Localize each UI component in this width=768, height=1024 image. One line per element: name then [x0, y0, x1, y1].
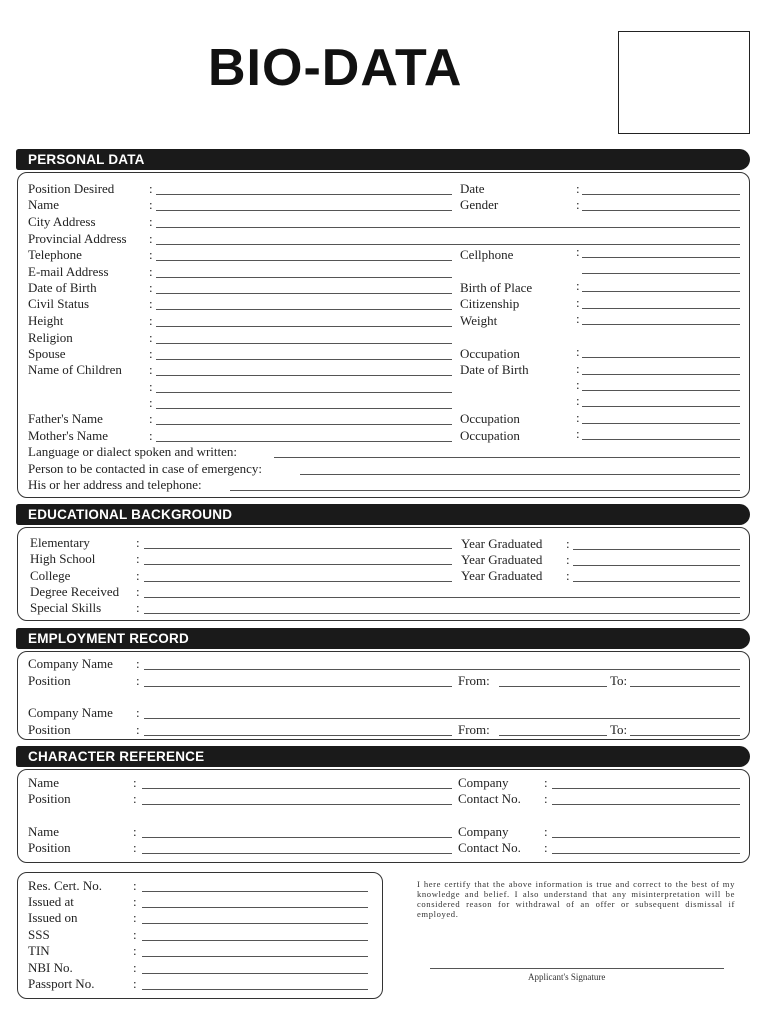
field-position-2[interactable]: [144, 735, 452, 736]
label-position-1: Position: [28, 673, 71, 688]
field-elementary[interactable]: [144, 548, 452, 549]
field-date-of-birth[interactable]: [156, 293, 452, 294]
field-spouse[interactable]: [156, 359, 452, 360]
label-company-name-2: Company Name: [28, 705, 113, 720]
label-emergency-address: His or her address and telephone:: [28, 477, 202, 492]
field-sss[interactable]: [142, 940, 368, 941]
label-college: College: [30, 568, 71, 583]
label-year-graduated-1: Year Graduated: [461, 536, 543, 551]
label-ref-contact-1: Contact No.: [458, 791, 521, 806]
label-position-2: Position: [28, 722, 71, 737]
field-telephone[interactable]: [156, 260, 452, 261]
label-gender: Gender: [460, 197, 499, 212]
certification-text: I here certify that the above information is true and correct to the best of my knowledge and belief. I also understand that any misinterpretation will be considered reason for withdrawal of an offer or subsequent dismissal if employed.: [417, 879, 735, 919]
field-position-1[interactable]: [144, 686, 452, 687]
field-issued-at[interactable]: [142, 907, 368, 908]
field-year-graduated-2[interactable]: [573, 565, 740, 566]
field-mothers-name[interactable]: [156, 441, 452, 442]
field-to-1[interactable]: [630, 686, 740, 687]
label-ref-company-2: Company: [458, 824, 509, 839]
label-birth-place: Birth of Place: [460, 280, 533, 295]
field-from-1[interactable]: [499, 686, 607, 687]
signature-line[interactable]: [430, 968, 724, 969]
label-children-dob: Date of Birth: [460, 362, 529, 377]
field-children-dob-1[interactable]: [582, 374, 740, 375]
label-city-address: City Address: [28, 214, 96, 229]
field-religion[interactable]: [156, 343, 452, 344]
field-tin[interactable]: [142, 956, 368, 957]
label-name: Name: [28, 197, 60, 212]
field-ref-name-1[interactable]: [142, 788, 452, 789]
field-emergency-address[interactable]: [230, 490, 740, 491]
signature-label: Applicant's Signature: [528, 972, 606, 982]
field-to-2[interactable]: [630, 735, 740, 736]
field-res-cert[interactable]: [142, 891, 368, 892]
label-ref-name-2: Name: [28, 824, 60, 839]
field-high-school[interactable]: [144, 564, 452, 565]
section-header-employment: EMPLOYMENT RECORD: [16, 628, 750, 649]
label-res-cert: Res. Cert. No.: [28, 878, 103, 893]
photo-box[interactable]: [618, 31, 750, 134]
field-father-occupation[interactable]: [582, 423, 740, 424]
label-ref-position-2: Position: [28, 840, 71, 855]
field-children-dob-2[interactable]: [582, 390, 740, 391]
field-date[interactable]: [582, 194, 740, 195]
label-telephone: Telephone: [28, 247, 82, 262]
page-title: BIO-DATA: [208, 39, 463, 97]
label-mother-occupation: Occupation: [460, 428, 520, 443]
label-high-school: High School: [30, 551, 96, 566]
field-email[interactable]: [156, 277, 452, 278]
label-cellphone: Cellphone: [460, 247, 514, 262]
label-from-1: From:: [458, 673, 490, 688]
label-issued-on: Issued on: [28, 910, 78, 925]
label-to-1: To:: [610, 673, 628, 688]
field-spouse-occupation[interactable]: [582, 357, 740, 358]
field-children-dob-3[interactable]: [582, 406, 740, 407]
field-birth-place[interactable]: [582, 291, 740, 292]
field-from-2[interactable]: [499, 735, 607, 736]
field-passport[interactable]: [142, 989, 368, 990]
field-company-name-1[interactable]: [144, 669, 740, 670]
field-company-name-2[interactable]: [144, 718, 740, 719]
label-ref-contact-2: Contact No.: [458, 840, 521, 855]
field-language[interactable]: [274, 457, 740, 458]
label-religion: Religion: [28, 330, 73, 345]
label-nbi: NBI No.: [28, 960, 73, 975]
label-spouse: Spouse: [28, 346, 66, 361]
section-header-education: EDUCATIONAL BACKGROUND: [16, 504, 750, 525]
field-special-skills[interactable]: [144, 613, 740, 614]
label-sss: SSS: [28, 927, 50, 942]
section-header-character: CHARACTER REFERENCE: [16, 746, 750, 767]
label-date-of-birth: Date of Birth: [28, 280, 97, 295]
field-degree[interactable]: [144, 597, 740, 598]
label-language: Language or dialect spoken and written:: [28, 444, 238, 459]
field-nbi[interactable]: [142, 973, 368, 974]
label-year-graduated-3: Year Graduated: [461, 568, 543, 583]
label-ref-name-1: Name: [28, 775, 60, 790]
field-college[interactable]: [144, 581, 452, 582]
label-date: Date: [460, 181, 485, 196]
field-children-1[interactable]: [156, 375, 452, 376]
label-civil-status: Civil Status: [28, 296, 90, 311]
field-civil-status[interactable]: [156, 309, 452, 310]
label-name-of-children: Name of Children: [28, 362, 122, 377]
label-degree: Degree Received: [30, 584, 120, 599]
field-children-2[interactable]: [156, 392, 452, 393]
label-citizenship: Citizenship: [460, 296, 520, 311]
field-citizenship[interactable]: [582, 308, 740, 309]
field-fathers-name[interactable]: [156, 424, 452, 425]
label-elementary: Elementary: [30, 535, 90, 550]
field-ref-company-1[interactable]: [552, 788, 740, 789]
personal-data-box: Position Desired Name City Address Provincial Address Telephone E-mail Address Date of Birth Civil Status Height Religion Spouse Name of Children Father's Name Mother's Name : : : : : : : : : : : : : : : : Date Gender Cellphone Birth of Place Citizenship Weight Occupation Date of Birth Occupation Occupation : : : : : : : : : : : : Language or dialect spoken and written: Person to be contacted in case of emergency: His or her address and telephone:: [17, 172, 750, 498]
label-height: Height: [28, 313, 64, 328]
label-position-desired: Position Desired: [28, 181, 115, 196]
label-fathers-name: Father's Name: [28, 411, 103, 426]
label-company-name-1: Company Name: [28, 656, 113, 671]
label-emergency-contact: Person to be contacted in case of emergency:: [28, 461, 263, 476]
label-passport: Passport No.: [28, 976, 95, 991]
label-from-2: From:: [458, 722, 490, 737]
field-emergency-contact[interactable]: [300, 474, 740, 475]
field-city-address[interactable]: [156, 227, 740, 228]
field-ref-position-2[interactable]: [142, 853, 452, 854]
label-year-graduated-2: Year Graduated: [461, 552, 543, 567]
field-ref-name-2[interactable]: [142, 837, 452, 838]
section-header-personal: PERSONAL DATA: [16, 149, 750, 170]
label-tin: TIN: [28, 943, 50, 958]
field-ref-contact-2[interactable]: [552, 853, 740, 854]
field-year-graduated-3[interactable]: [573, 581, 740, 582]
label-father-occupation: Occupation: [460, 411, 520, 426]
field-year-graduated-1[interactable]: [573, 549, 740, 550]
label-weight: Weight: [460, 313, 498, 328]
label-spouse-occupation: Occupation: [460, 346, 520, 361]
field-provincial-address[interactable]: [156, 244, 740, 245]
field-position-desired[interactable]: [156, 194, 452, 195]
field-ref-position-1[interactable]: [142, 804, 452, 805]
label-email: E-mail Address: [28, 264, 109, 279]
field-issued-on[interactable]: [142, 923, 368, 924]
label-to-2: To:: [610, 722, 628, 737]
education-box: Elementary High School College Degree Received Special Skills : : : : : Year Graduated Year Graduated Year Graduated : : :: [17, 527, 750, 621]
label-issued-at: Issued at: [28, 894, 74, 909]
field-ref-company-2[interactable]: [552, 837, 740, 838]
id-numbers-box: Res. Cert. No. Issued at Issued on SSS TIN NBI No. Passport No. : : : : : : :: [17, 872, 383, 999]
field-cellphone-1[interactable]: [582, 257, 740, 258]
field-cellphone-2[interactable]: [582, 273, 740, 274]
employment-box: Company Name Position : : From: To: Company Name Position : : From: To:: [17, 651, 750, 740]
label-special-skills: Special Skills: [30, 600, 102, 615]
label-mothers-name: Mother's Name: [28, 428, 108, 443]
label-provincial-address: Provincial Address: [28, 231, 127, 246]
label-ref-position-1: Position: [28, 791, 71, 806]
field-ref-contact-1[interactable]: [552, 804, 740, 805]
field-name[interactable]: [156, 210, 452, 211]
field-mother-occupation[interactable]: [582, 439, 740, 440]
field-children-3[interactable]: [156, 408, 452, 409]
character-box: Name Position : : Company Contact No. : : Name Position : : Company Contact No. : :: [17, 769, 750, 863]
field-weight[interactable]: [582, 324, 740, 325]
field-gender[interactable]: [582, 210, 740, 211]
label-ref-company-1: Company: [458, 775, 509, 790]
field-height[interactable]: [156, 326, 452, 327]
